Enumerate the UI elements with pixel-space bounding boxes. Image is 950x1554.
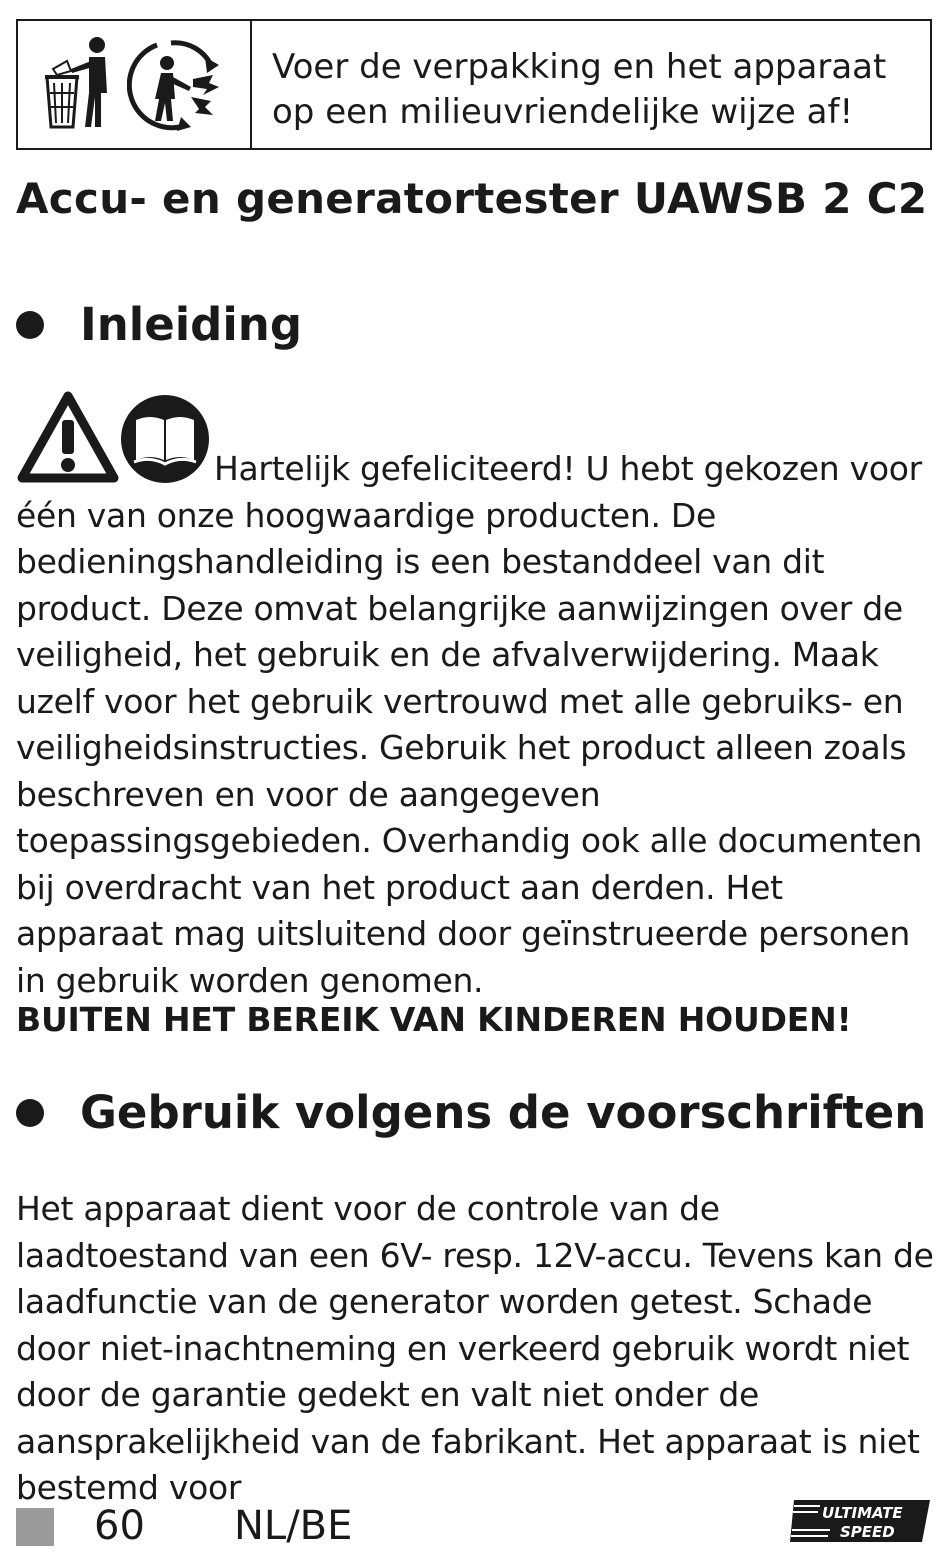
disposal-notice-box: [16, 19, 932, 150]
brand-logo-line-1: ULTIMATE: [822, 1504, 903, 1522]
section-heading-intended-use: [16, 1086, 926, 1139]
recycling-icon: [127, 35, 227, 135]
intro-block: [16, 390, 934, 1004]
document-title: Accu- en generatortester UAWSB 2 C2: [16, 174, 928, 223]
manual-book-icon: [120, 394, 210, 488]
disposal-icons: [18, 21, 252, 148]
section-heading-intro-label: Inleiding: [80, 298, 303, 351]
brand-logo-line-2: SPEED: [840, 1523, 895, 1541]
warning-triangle-icon: [16, 390, 120, 488]
intro-paragraph: Hartelijk gefeliciteerd! U hebt gekozen voor één van onze hoogwaardige producten. De bedieningshandleiding is een bestanddeel van dit product. Deze omvat belangrijke aanwijzingen over de veiligheid, het gebruik en de afvalverwijdering. Maak uzelf voor het gebruik vertrouwd met alle gebruiks- en veiligheidsinstructies. Gebruik het product alleen zoals beschreven en voor de aangegeven toepassingsgebieden. Overhandig ook alle documenten bij overdracht van het product aan derden. Het apparaat mag uitsluitend door geïnstrueerde personen in gebruik worden genomen.: [16, 449, 923, 1000]
locale-label: NL/BE: [234, 1503, 353, 1549]
trash-bin-person-icon: [41, 35, 121, 135]
disposal-text-line-2: op een milieuvriendelijke wijze af!: [272, 92, 854, 132]
section-heading-intended-use-label: Gebruik volgens de voorschriften: [80, 1086, 927, 1139]
footer-marker: [16, 1508, 54, 1546]
children-warning: BUITEN HET BEREIK VAN KINDEREN HOUDEN!: [16, 1000, 852, 1039]
disposal-text-line-1: Voer de verpakking en het apparaat: [272, 47, 887, 87]
intended-use-paragraph: Het apparaat dient voor de controle van de laadtoestand van een 6V- resp. 12V-accu. Tevens kan de laadfunctie van de generator worden getest. Schade door niet-inachtneming en verkeerd gebruik wordt niet door de garantie gedekt en valt niet onder de aansprakelijkheid van de fabrikant. Het apparaat is niet bestemd voor: [16, 1189, 934, 1507]
section-heading-intro: [16, 298, 302, 351]
intended-use-block: [16, 1186, 934, 1512]
page-number: 60: [94, 1503, 145, 1549]
brand-logo: [790, 1498, 934, 1548]
disposal-notice-text: [252, 21, 930, 148]
bullet-icon: [16, 1099, 44, 1127]
bullet-icon: [16, 311, 44, 339]
warning-icons: [16, 390, 210, 488]
